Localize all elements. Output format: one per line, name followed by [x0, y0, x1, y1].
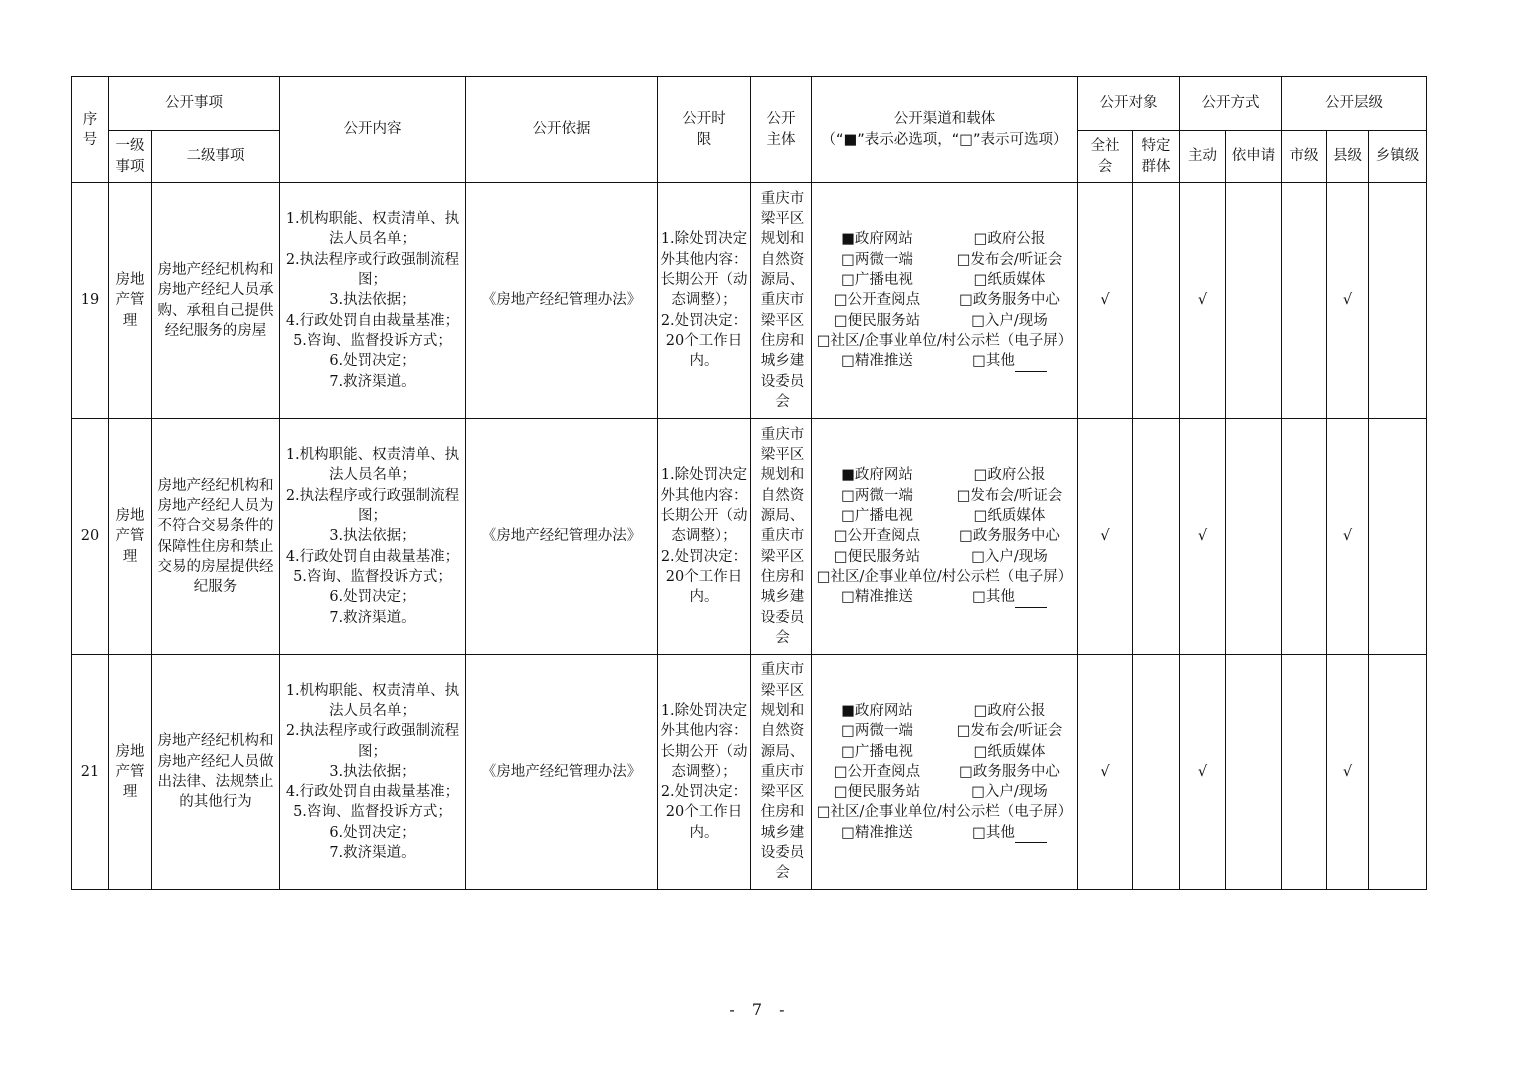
- channel-bulletin: □社区/企事业单位/村公示栏（电子屏）: [816, 804, 1073, 821]
- channel-two-micro: □两微一端: [841, 487, 913, 504]
- row-method-apply: [1226, 183, 1282, 419]
- other-blank-line: [1015, 593, 1047, 608]
- row-basis: 《房地产经纪管理办法》: [466, 655, 658, 890]
- row-level-city: [1282, 183, 1327, 419]
- channel-two-micro: □两微一端: [841, 251, 913, 268]
- header-level1: 一级事项: [109, 131, 152, 183]
- row-level-county: √: [1327, 183, 1369, 419]
- header-item: 公开事项: [109, 77, 280, 131]
- row-level-town: [1369, 183, 1427, 419]
- row-time-limit: [658, 419, 751, 655]
- content-line: 1.机构职能、权责清单、执法人员名单；: [285, 211, 460, 248]
- content-line: 7.救济渠道。: [329, 373, 416, 390]
- channel-gov-website: ■政府网站: [841, 702, 913, 719]
- channel-service-station: □便民服务站: [833, 312, 921, 329]
- content-line: 2.执法程序或行政强制流程图；: [285, 251, 460, 289]
- channel-public-reading: □公开查阅点: [833, 528, 921, 545]
- header-audience-specific: 特定群体: [1133, 131, 1180, 183]
- channel-paper-media: □纸质媒体: [973, 272, 1046, 289]
- header-level: 公开层级: [1282, 77, 1427, 131]
- row-level2: 房地产经纪机构和房地产经纪人员承购、承租自己提供经纪服务的房屋: [152, 183, 280, 419]
- header-level-county: 县级: [1327, 131, 1369, 183]
- content-line: 4.行政处罚自由裁量基准；: [285, 312, 460, 329]
- content-line: 2.执法程序或行政强制流程图；: [285, 487, 460, 525]
- channel-paper-media: □纸质媒体: [973, 508, 1046, 525]
- row-channels: [812, 419, 1078, 655]
- row-content: [280, 655, 466, 890]
- row-method-active: √: [1180, 419, 1226, 655]
- header-audience-all: 全社会: [1078, 131, 1133, 183]
- row-basis: 《房地产经纪管理办法》: [466, 183, 658, 419]
- content-line: 5.咨询、监督投诉方式；: [293, 332, 452, 349]
- time-limit-line: 2.处罚决定：20个工作日内。: [660, 312, 748, 370]
- content-line: 6.处罚决定；: [329, 353, 416, 370]
- content-line: 7.救济渠道。: [329, 609, 416, 626]
- header-row-1: [72, 77, 1427, 131]
- header-channel-note: （“■”表示必选项，“□”表示可选项）: [821, 131, 1068, 148]
- header-method: 公开方式: [1180, 77, 1282, 131]
- content-line: 4.行政处罚自由裁量基准；: [285, 548, 460, 565]
- header-channel-title: 公开渠道和载体: [893, 111, 996, 128]
- row-seq: 19: [72, 183, 109, 419]
- row-audience-specific: [1133, 419, 1180, 655]
- header-level-city: 市级: [1282, 131, 1327, 183]
- channel-service-center: □政务服务中心: [959, 292, 1060, 309]
- channel-precise-push: □精准推送: [841, 589, 913, 606]
- row-method-apply: [1226, 419, 1282, 655]
- table-row: [72, 183, 1427, 419]
- content-line: 6.处罚决定；: [329, 589, 416, 606]
- channel-gov-gazette: □政府公报: [973, 231, 1046, 248]
- channel-service-center: □政务服务中心: [959, 528, 1060, 545]
- channel-household-site: □入户/现场: [971, 312, 1048, 329]
- time-limit-line: 1.除处罚决定外其他内容：长期公开（动态调整）；: [660, 467, 748, 545]
- row-level1: 房地产管理: [109, 655, 152, 890]
- row-method-active: √: [1180, 655, 1226, 890]
- header-subject: 公开主体: [751, 77, 812, 183]
- content-line: 1.机构职能、权责清单、执法人员名单；: [285, 447, 460, 484]
- header-time-limit: 公开时限: [658, 77, 751, 183]
- channel-press-hearing: □发布会/听证会: [956, 251, 1063, 268]
- channel-broadcast-tv: □广播电视: [841, 743, 913, 760]
- row-time-limit: [658, 183, 751, 419]
- channel-paper-media: □纸质媒体: [973, 743, 1046, 760]
- content-line: 3.执法依据；: [329, 528, 416, 545]
- row-subject: 重庆市梁平区规划和自然资源局、重庆市梁平区住房和城乡建设委员会: [751, 419, 812, 655]
- row-seq: 20: [72, 419, 109, 655]
- channel-precise-push: □精准推送: [841, 824, 913, 841]
- content-line: 4.行政处罚自由裁量基准；: [285, 784, 460, 801]
- page-number: - 7 -: [729, 1000, 791, 1019]
- row-audience-specific: [1133, 655, 1180, 890]
- channel-gov-gazette: □政府公报: [973, 702, 1046, 719]
- row-audience-all: √: [1078, 419, 1133, 655]
- header-level-town: 乡镇级: [1369, 131, 1427, 183]
- other-blank-line: [1015, 357, 1047, 372]
- channel-other: □其他: [972, 353, 1015, 370]
- channel-precise-push: □精准推送: [841, 353, 913, 370]
- row-level1: 房地产管理: [109, 419, 152, 655]
- channel-bulletin: □社区/企事业单位/村公示栏（电子屏）: [816, 332, 1073, 349]
- row-level-town: [1369, 655, 1427, 890]
- time-limit-line: 2.处罚决定：20个工作日内。: [660, 784, 748, 841]
- channel-bulletin: □社区/企事业单位/村公示栏（电子屏）: [816, 568, 1073, 585]
- row-audience-specific: [1133, 183, 1180, 419]
- channel-broadcast-tv: □广播电视: [841, 272, 913, 289]
- content-line: 7.救济渠道。: [329, 845, 416, 862]
- row-subject: 重庆市梁平区规划和自然资源局、重庆市梁平区住房和城乡建设委员会: [751, 183, 812, 419]
- row-basis: 《房地产经纪管理办法》: [466, 419, 658, 655]
- channel-other: □其他: [972, 824, 1015, 841]
- time-limit-line: 1.除处罚决定外其他内容：长期公开（动态调整）；: [660, 231, 748, 309]
- row-method-apply: [1226, 655, 1282, 890]
- channel-gov-website: ■政府网站: [841, 231, 913, 248]
- header-channel: [812, 77, 1078, 183]
- channel-gov-website: ■政府网站: [841, 467, 913, 484]
- channel-broadcast-tv: □广播电视: [841, 508, 913, 525]
- table-row: [72, 419, 1427, 655]
- channel-two-micro: □两微一端: [841, 723, 913, 740]
- header-content: 公开内容: [280, 77, 466, 183]
- disclosure-table: [71, 76, 1427, 890]
- channel-household-site: □入户/现场: [971, 784, 1048, 801]
- channel-press-hearing: □发布会/听证会: [956, 487, 1063, 504]
- content-line: 5.咨询、监督投诉方式；: [293, 568, 452, 585]
- row-level-county: √: [1327, 419, 1369, 655]
- content-line: 6.处罚决定；: [329, 824, 416, 841]
- channel-service-station: □便民服务站: [833, 548, 921, 565]
- header-basis: 公开依据: [466, 77, 658, 183]
- time-limit-line: 2.处罚决定：20个工作日内。: [660, 548, 748, 606]
- row-level-city: [1282, 655, 1327, 890]
- content-line: 1.机构职能、权责清单、执法人员名单；: [285, 682, 460, 719]
- row-channels: [812, 183, 1078, 419]
- other-blank-line: [1015, 828, 1047, 843]
- content-line: 2.执法程序或行政强制流程图；: [285, 723, 460, 760]
- header-method-active: 主动: [1180, 131, 1226, 183]
- row-level-town: [1369, 419, 1427, 655]
- row-time-limit: [658, 655, 751, 890]
- header-level2: 二级事项: [152, 131, 280, 183]
- row-audience-all: √: [1078, 183, 1133, 419]
- row-level1: 房地产管理: [109, 183, 152, 419]
- row-level2: 房地产经纪机构和房地产经纪人员为不符合交易条件的保障性住房和禁止交易的房屋提供经纪服务: [152, 419, 280, 655]
- row-level-city: [1282, 419, 1327, 655]
- content-line: 3.执法依据；: [329, 292, 416, 309]
- channel-gov-gazette: □政府公报: [973, 467, 1046, 484]
- channel-public-reading: □公开查阅点: [833, 292, 921, 309]
- row-content: [280, 419, 466, 655]
- row-content: [280, 183, 466, 419]
- row-audience-all: √: [1078, 655, 1133, 890]
- channel-service-station: □便民服务站: [833, 784, 921, 801]
- row-seq: 21: [72, 655, 109, 890]
- time-limit-line: 1.除处罚决定外其他内容：长期公开（动态调整）；: [660, 702, 748, 780]
- channel-other: □其他: [972, 589, 1015, 606]
- content-line: 5.咨询、监督投诉方式；: [293, 804, 452, 821]
- content-line: 3.执法依据；: [329, 763, 416, 780]
- channel-public-reading: □公开查阅点: [833, 763, 921, 780]
- channel-household-site: □入户/现场: [971, 548, 1048, 565]
- row-subject: 重庆市梁平区规划和自然资源局、重庆市梁平区住房和城乡建设委员会: [751, 655, 812, 890]
- row-method-active: √: [1180, 183, 1226, 419]
- table-row: [72, 655, 1427, 890]
- header-method-apply: 依申请: [1226, 131, 1282, 183]
- channel-service-center: □政务服务中心: [959, 763, 1060, 780]
- row-level-county: √: [1327, 655, 1369, 890]
- header-seq: 序号: [72, 77, 109, 183]
- header-audience: 公开对象: [1078, 77, 1180, 131]
- row-level2: 房地产经纪机构和房地产经纪人员做出法律、法规禁止的其他行为: [152, 655, 280, 890]
- row-channels: [812, 655, 1078, 890]
- channel-press-hearing: □发布会/听证会: [956, 723, 1063, 740]
